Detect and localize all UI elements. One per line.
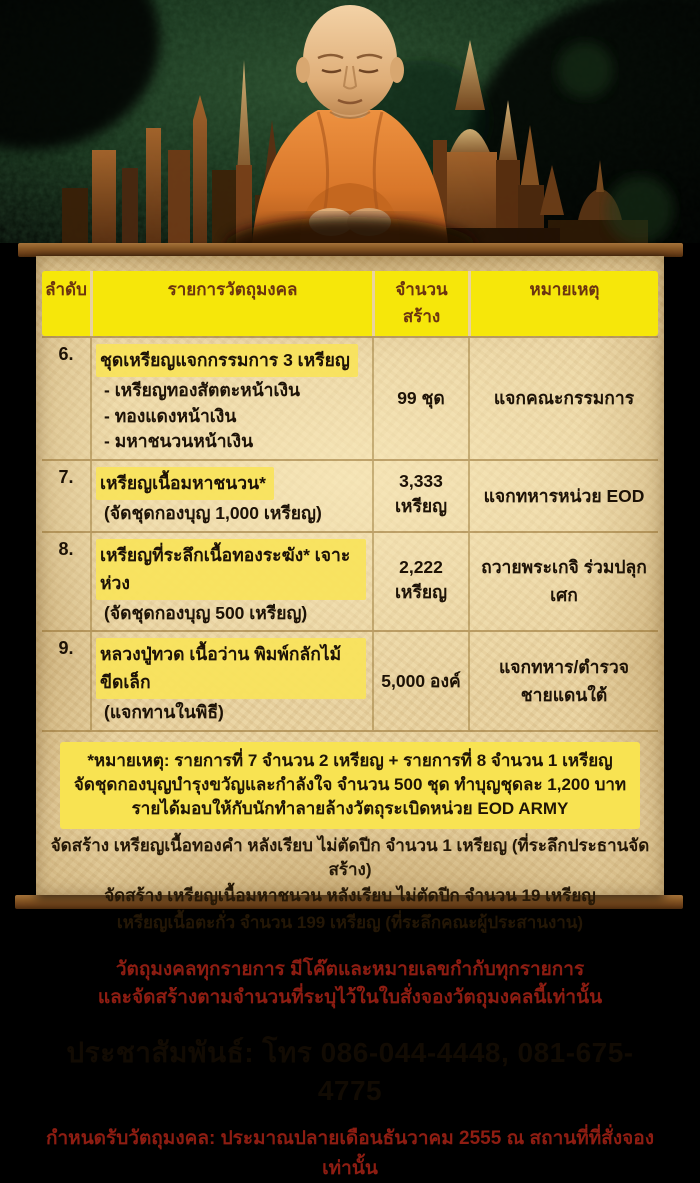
note-cell: แจกทหารหน่วย EOD [468,461,658,531]
item-subitem: - มหาชนวนหน้าเงิน [104,431,254,452]
table-row [42,531,658,631]
header-item: รายการวัตถุมงคล [90,271,372,336]
table-row [42,336,658,459]
row-number: 6. [58,344,74,364]
hero-scene [0,0,700,243]
note-cell: ถวายพระเกจิ ร่วมปลุกเศก [468,533,658,631]
item-name: หลวงปู่ทวด เนื้อว่าน พิมพ์กลักไม้ขีดเล็ก [96,638,366,699]
item-name: ชุดเหรียญแจกกรรมการ 3 เหรียญ [96,344,358,377]
contact-phone: ประชาสัมพันธ์: โทร 086-044-4448, 081-675-4775 [66,1036,634,1106]
item-cell [90,632,372,730]
item-subitem: (แจกทานในพิธี) [104,702,224,723]
footnote-plain-block [42,833,658,936]
header-quantity: จำนวนสร้าง [372,271,468,336]
item-subitem: - ทองแดงหน้าเงิน [104,405,237,426]
item-cell [90,461,372,531]
footnote-highlight-block [60,742,640,829]
header-remark: หมายเหตุ [468,271,658,336]
amulet-table [42,271,658,732]
table-row [42,630,658,730]
row-number: 8. [58,538,74,559]
footnote-line: *หมายเหตุ: รายการที่ 7 จำนวน 2 เหรียญ + รายการที่ 8 จำนวน 1 เหรียญ [87,750,613,770]
parchment-sheet [36,256,664,1179]
quantity-cell: 5,000 องค์ [372,632,468,730]
footnote-line: เหรียญเนื้อตะกั่ว จำนวน 199 เหรียญ (ที่ระลึกคณะผู้ประสานงาน) [116,912,584,932]
notice-line: วัตถุมงคลทุกรายการ มีโค๊ตและหมายเลขกำกับทุกรายการ [115,958,585,980]
notice-line: และจัดสร้างตามจำนวนที่ระบุไว้ในใบสั่งจองวัตถุมงคลนี้เท่านั้น [97,987,603,1009]
footnote-line: รายได้มอบให้กับนักทำลายล้างวัตถุระเบิดหน่วย EOD ARMY [131,799,569,818]
item-cell [90,533,372,631]
item-subitem: (จัดชุดกองบุญ 500 เหรียญ) [104,602,308,623]
item-name: เหรียญเนื้อมหาชนวน* [96,467,274,500]
footnote-line: จัดสร้าง เหรียญเนื้อทองคำ หลังเรียบ ไม่ตัดปีก จำนวน 1 เหรียญ (ที่ระลึกประธานจัดสร้าง) [50,836,650,880]
authenticity-notice [42,956,658,1013]
scroll-rod-top [18,243,683,257]
item-cell [90,338,372,459]
item-subitem: (จัดชุดกองบุญ 1,000 เหรียญ) [104,502,322,523]
table-row [42,459,658,531]
quantity-cell: 2,222 เหรียญ [372,533,468,631]
quantity-cell: 3,333 เหรียญ [372,461,468,531]
header-order: ลำดับ [42,271,90,336]
pickup-schedule: กำหนดรับวัตถุมงคล: ประมาณปลายเดือนธันวาคม 2555 ณ สถานที่ที่สั่งจองเท่านั้น [46,1127,654,1179]
table-header-row [42,271,658,336]
note-cell: แจกคณะกรรมการ [468,338,658,459]
quantity-cell: 99 ชุด [372,338,468,459]
monk-temple-illustration [0,0,700,243]
row-number: 9. [58,638,74,659]
footnote-line: จัดชุดกองบุญบำรุงขวัญและกำลังใจ จำนวน 500 ชุด ทำบุญชุดละ 1,200 บาท [73,774,627,794]
footnote-line: จัดสร้าง เหรียญเนื้อมหาชนวน หลังเรียบ ไม่ตัดปีก จำนวน 19 เหรียญ [104,886,596,906]
note-cell: แจกทหาร/ตำรวจชายแดนใต้ [468,632,658,730]
item-subitem: - เหรียญทองสัตตะหน้าเงิน [104,380,300,400]
item-name: เหรียญที่ระลึกเนื้อทองระฆัง* เจาะห่วง [96,539,366,600]
row-number: 7. [58,466,74,487]
